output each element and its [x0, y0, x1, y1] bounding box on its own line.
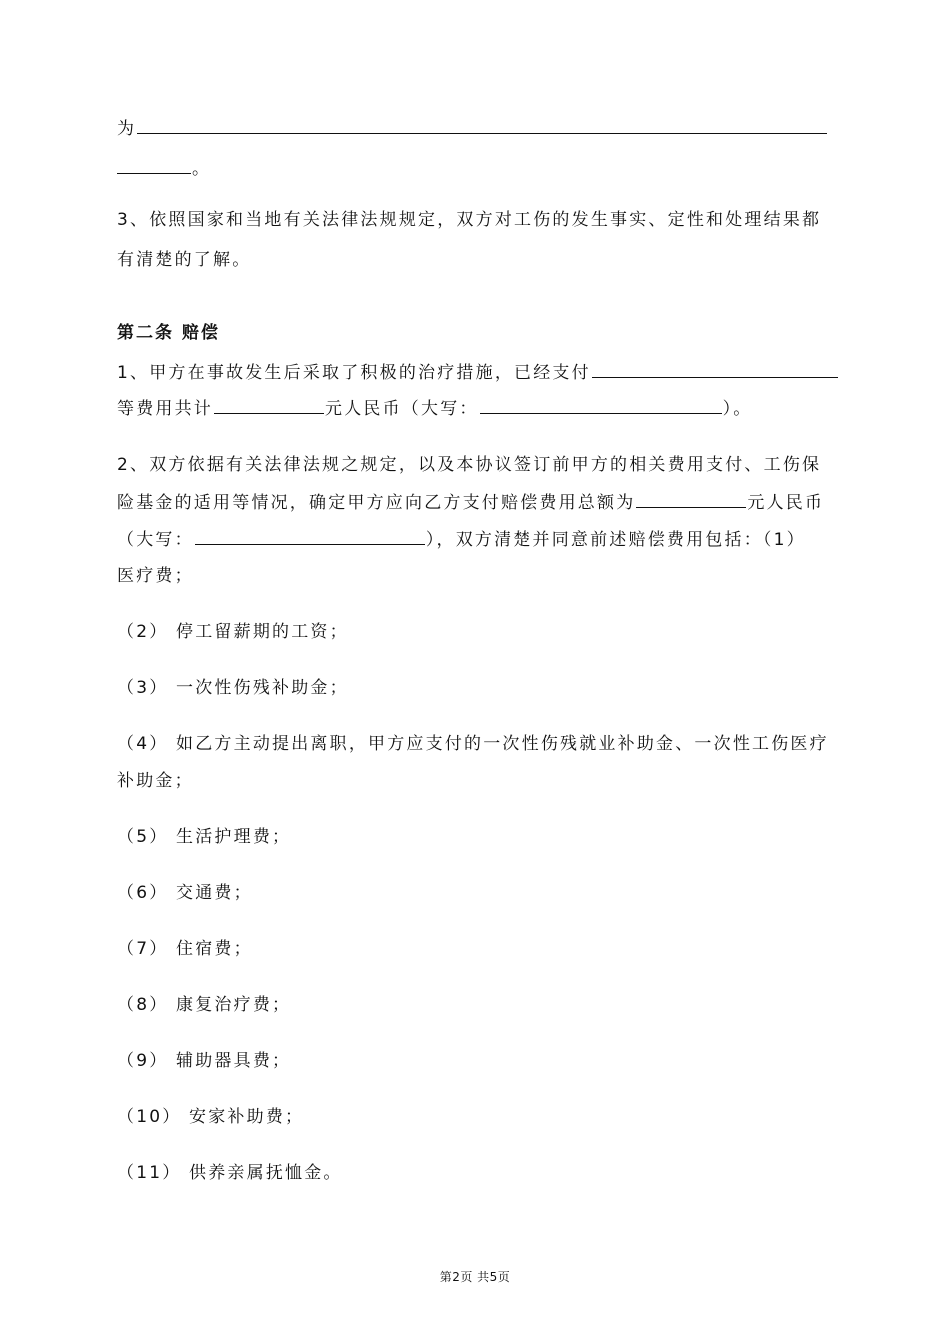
- blank-amount: [214, 396, 324, 414]
- list-item: （4） 如乙方主动提出离职，甲方应支付的一次性伤残就业补助金、一次性工伤医疗: [117, 734, 829, 754]
- item2-text-b: 元人民币: [747, 493, 825, 513]
- list-item: （7） 住宿费；: [117, 939, 253, 959]
- clause2-item2-line2: [117, 490, 824, 515]
- blank-field: [117, 156, 191, 174]
- item1-text: 1、甲方在事故发生后采取了积极的治疗措施，已经支付: [117, 363, 591, 383]
- list-item: （11） 供养亲属抚恤金。: [117, 1163, 343, 1183]
- clause1-line-a: [117, 116, 828, 141]
- list-item: （6） 交通费；: [117, 883, 253, 903]
- item1-text-a: 等费用共计: [117, 399, 213, 419]
- clause1-item3-line2: 有清楚的了解。: [117, 250, 252, 270]
- prefix-text: 为: [117, 119, 137, 139]
- clause2-heading: 第二条 赔偿: [117, 323, 220, 343]
- clause2-item1-line2: [117, 396, 753, 421]
- list-item: （10） 安家补助费；: [117, 1107, 305, 1127]
- suffix-text: 。: [192, 159, 212, 179]
- list-item: （9） 辅助器具费；: [117, 1051, 292, 1071]
- blank-field: [592, 360, 838, 378]
- clause1-item3-line1: 3、依照国家和当地有关法律法规规定，双方对工伤的发生事实、定性和处理结果都: [117, 210, 822, 230]
- blank-amount: [636, 490, 746, 508]
- clause2-item2-line3: [117, 527, 806, 552]
- item1-text-c: ）。: [722, 399, 753, 419]
- clause2-item2-line4: 医疗费；: [117, 566, 194, 586]
- item2-text-a: 险基金的适用等情况，确定甲方应向乙方支付赔偿费用总额为: [117, 493, 636, 513]
- list-item: 补助金；: [117, 771, 194, 791]
- blank-amount-words: [480, 396, 722, 414]
- list-item: （3） 一次性伤残补助金；: [117, 678, 349, 698]
- page-footer: 第2页 共5页: [439, 1270, 511, 1284]
- list-item: （5） 生活护理费；: [117, 827, 292, 847]
- blank-amount-words: [195, 527, 425, 545]
- item1-text-b: 元人民币（大写：: [325, 399, 479, 419]
- item2-text-d: ），双方清楚并同意前述赔偿费用包括：（1）: [425, 530, 806, 550]
- blank-field: [137, 116, 827, 134]
- list-item: （2） 停工留薪期的工资；: [117, 622, 349, 642]
- clause2-item1-line1: [117, 360, 839, 385]
- item2-text-c: （大写：: [117, 530, 194, 550]
- list-item: （8） 康复治疗费；: [117, 995, 292, 1015]
- clause1-line-b: [117, 156, 211, 181]
- clause2-item2-line1: 2、双方依据有关法律法规之规定，以及本协议签订前甲方的相关费用支付、工伤保: [117, 455, 822, 475]
